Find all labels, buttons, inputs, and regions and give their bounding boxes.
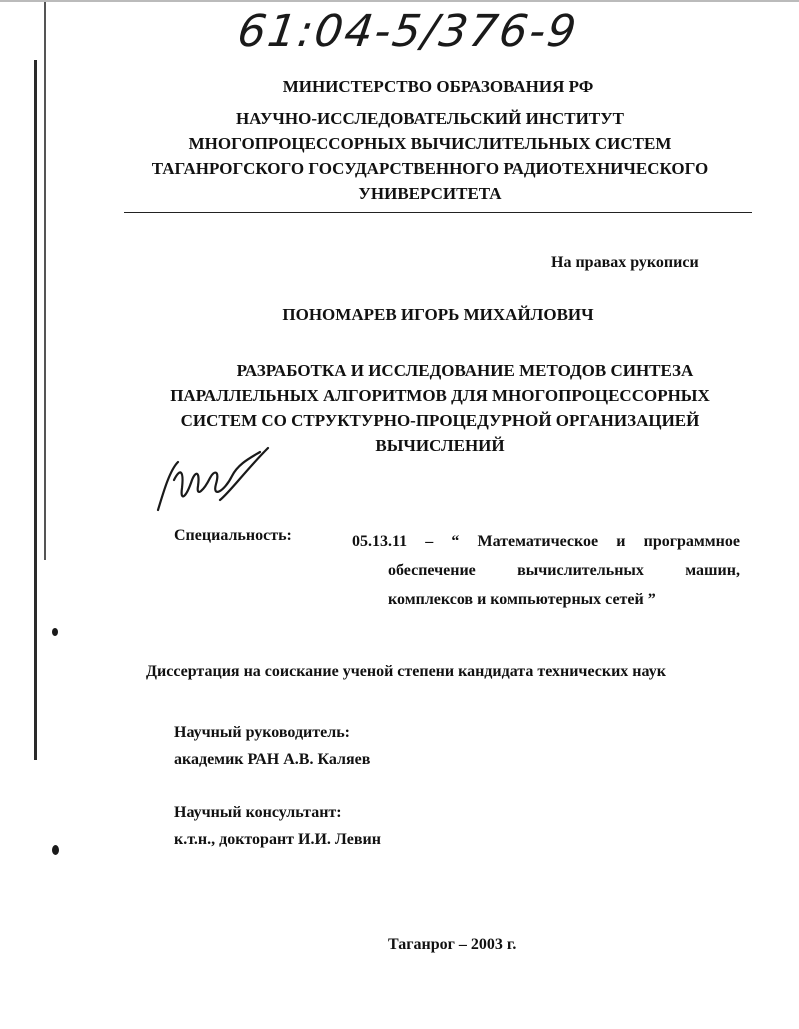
thesis-title-line: СИСТЕМ СО СТРУКТУРНО-ПРОЦЕДУРНОЙ ОРГАНИЗАЦИЕЙ <box>180 411 700 430</box>
supervisor-label: Научный руководитель: <box>174 724 350 741</box>
ministry-title: МИНИСТЕРСТВО ОБРАЗОВАНИЯ РФ <box>282 77 594 96</box>
header-divider <box>124 212 752 213</box>
thesis-title-line: РАЗРАБОТКА И ИССЛЕДОВАНИЕ МЕТОДОВ СИНТЕЗА <box>236 361 694 380</box>
consultant-label: Научный консультант: <box>174 804 342 821</box>
scan-edge-bar-2 <box>44 0 46 560</box>
specialty-label: Специальность: <box>174 527 292 544</box>
place-year: Таганрог – 2003 г. <box>388 936 517 953</box>
author-signature <box>150 440 280 520</box>
institute-line: УНИВЕРСИТЕТА <box>358 184 502 203</box>
scan-edge-mark <box>52 628 58 636</box>
thesis-title-line: ВЫЧИСЛЕНИЙ <box>375 436 505 455</box>
institute-block <box>100 106 760 206</box>
consultant-name: к.т.н., докторант И.И. Левин <box>174 831 381 848</box>
specialty-line: 05.13.11 – “ Математическое и программное <box>352 533 740 550</box>
thesis-title-line: ПАРАЛЛЕЛЬНЫХ АЛГОРИТМОВ ДЛЯ МНОГОПРОЦЕССОРНЫХ <box>170 386 710 405</box>
supervisor-name: академик РАН А.В. Каляев <box>174 751 371 768</box>
scan-top-line <box>0 0 799 2</box>
institute-line: ТАГАНРОГСКОГО ГОСУДАРСТВЕННОГО РАДИОТЕХНИЧЕСКОГО <box>151 159 709 178</box>
archive-stamp: 61:04-5/376-9 <box>234 6 581 57</box>
institute-line: НАУЧНО-ИССЛЕДОВАТЕЛЬСКИЙ ИНСТИТУТ <box>235 109 625 128</box>
scan-edge-mark-2 <box>52 845 59 855</box>
scan-edge-bar <box>34 60 37 760</box>
institute-line: МНОГОПРОЦЕССОРНЫХ ВЫЧИСЛИТЕЛЬНЫХ СИСТЕМ <box>188 134 672 153</box>
specialty-line: комплексов и компьютерных сетей ” <box>388 591 656 608</box>
specialty-line: обеспечение вычислительных машин, <box>388 562 740 579</box>
rights-note: На правах рукописи <box>551 254 699 271</box>
author-name: ПОНОМАРЕВ ИГОРЬ МИХАЙЛОВИЧ <box>282 305 594 324</box>
degree-statement: Диссертация на соискание ученой степени кандидата технических наук <box>146 663 666 680</box>
specialty-value <box>352 527 740 614</box>
